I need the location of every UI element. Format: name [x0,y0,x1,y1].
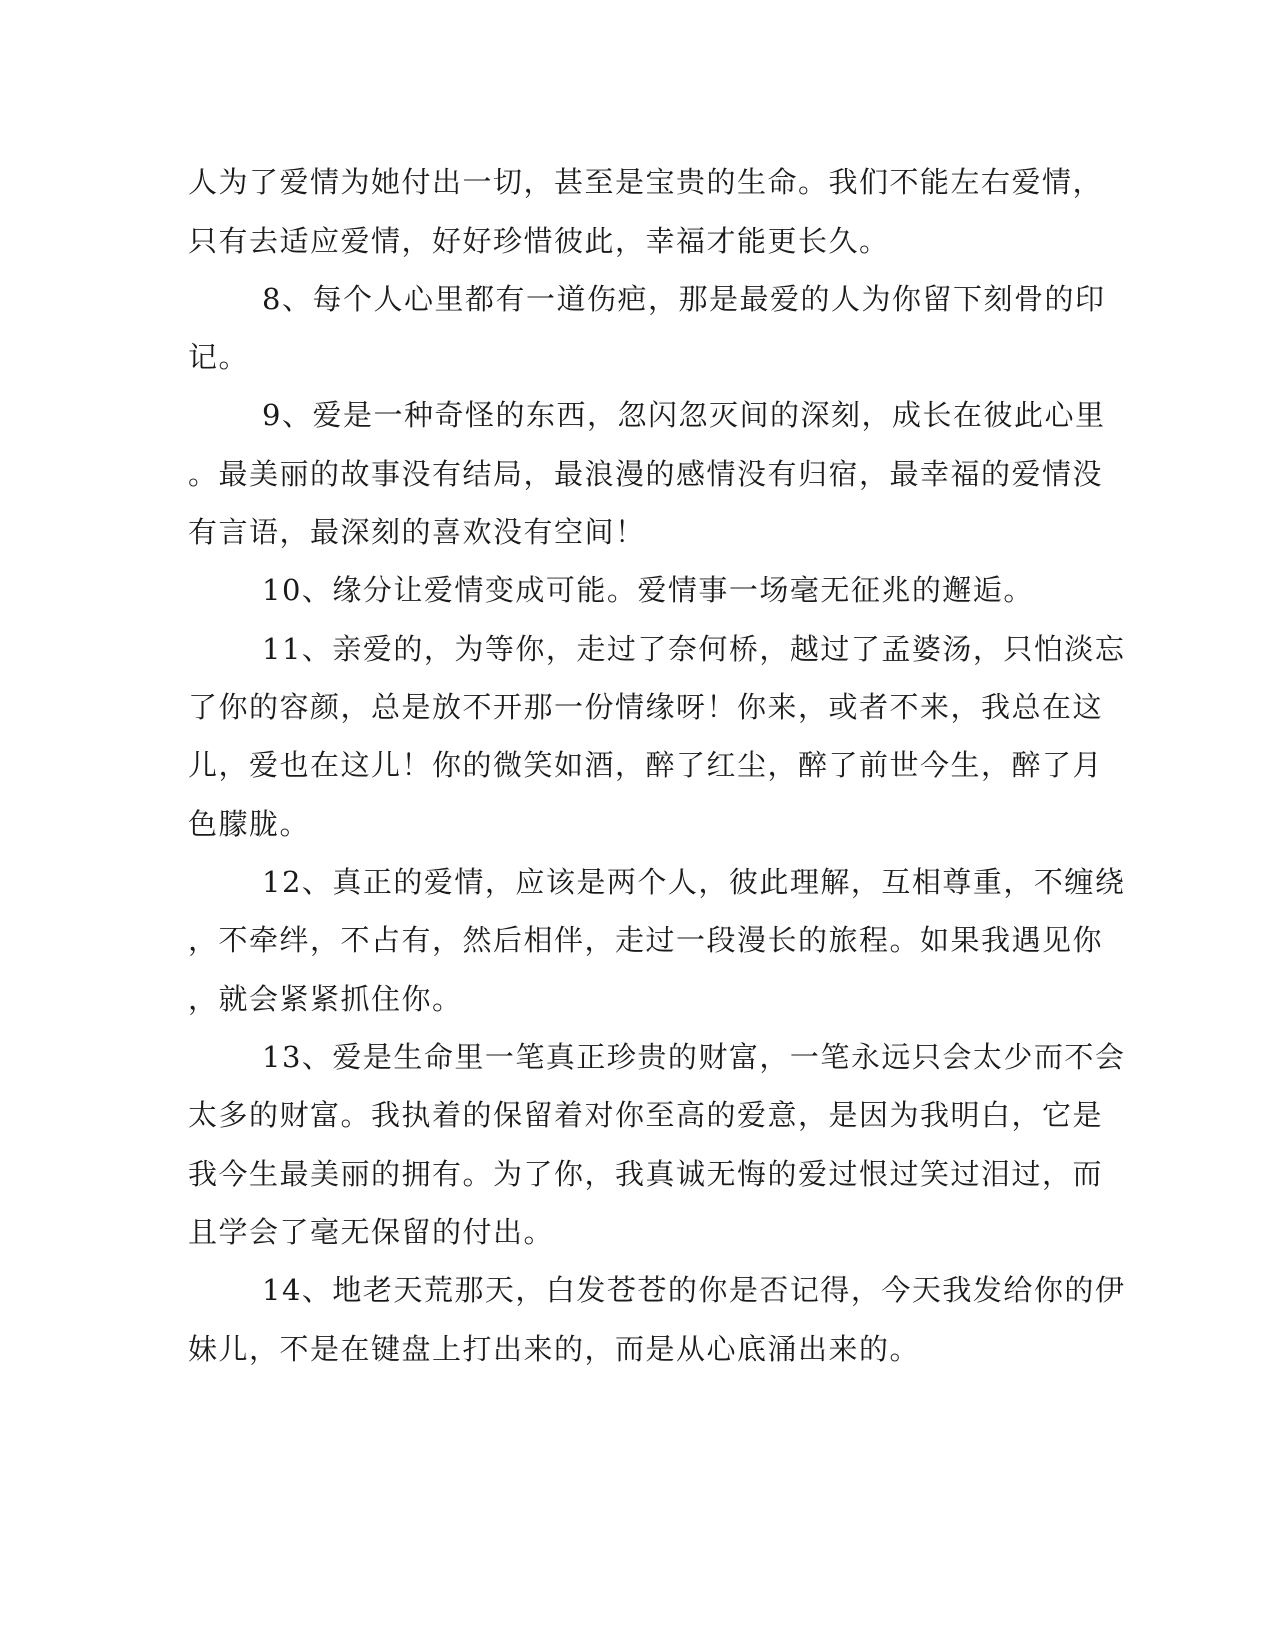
text-line: 10、缘分让爱情变成可能。爱情事一场毫无征兆的邂逅。 [262,573,1034,607]
text-line: 13、爱是生命里一笔真正珍贵的财富，一笔永远只会太少而不会 [262,1040,1126,1074]
text-line: ，就会紧紧抓住你。 [188,982,463,1016]
text-line: 我今生最美丽的拥有。为了你，我真诚无悔的爱过恨过笑过泪过，而 [188,1157,1104,1191]
text-line: 。最美丽的故事没有结局，最浪漫的感情没有归宿，最幸福的爱情没 [188,457,1104,491]
text-line: 8、每个人心里都有一道伤疤，那是最爱的人为你留下刻骨的印 [262,282,1106,316]
text-line: 太多的财富。我执着的保留着对你至高的爱意，是因为我明白，它是 [188,1098,1104,1132]
text-line: ，不牵绊，不占有，然后相伴，走过一段漫长的旅程。如果我遇见你 [188,923,1104,957]
text-line: 儿，爱也在这儿！你的微笑如酒，醉了红尘，醉了前世今生，醉了月 [188,748,1104,782]
text-line: 9、爱是一种奇怪的东西，忽闪忽灭间的深刻，成长在彼此心里 [262,398,1106,432]
text-line: 有言语，最深刻的喜欢没有空间！ [188,515,646,549]
text-line: 只有去适应爱情，好好珍惜彼此，幸福才能更长久。 [188,224,890,258]
text-line: 记。 [188,340,250,374]
text-line: 人为了爱情为她付出一切，甚至是宝贵的生命。我们不能左右爱情， [188,165,1104,199]
text-line: 妹儿，不是在键盘上打出来的，而是从心底涌出来的。 [188,1332,921,1366]
text-line: 14、地老天荒那天，白发苍苍的你是否记得，今天我发给你的伊 [262,1273,1126,1307]
text-line: 色朦胧。 [188,807,311,841]
text-line: 了你的容颜，总是放不开那一份情缘呀！你来，或者不来，我总在这 [188,690,1104,724]
text-line: 12、真正的爱情，应该是两个人，彼此理解，互相尊重，不缠绕 [262,865,1126,899]
text-line: 且学会了毫无保留的付出。 [188,1215,555,1249]
text-line: 11、亲爱的，为等你，走过了奈何桥，越过了孟婆汤，只怕淡忘 [262,632,1126,666]
